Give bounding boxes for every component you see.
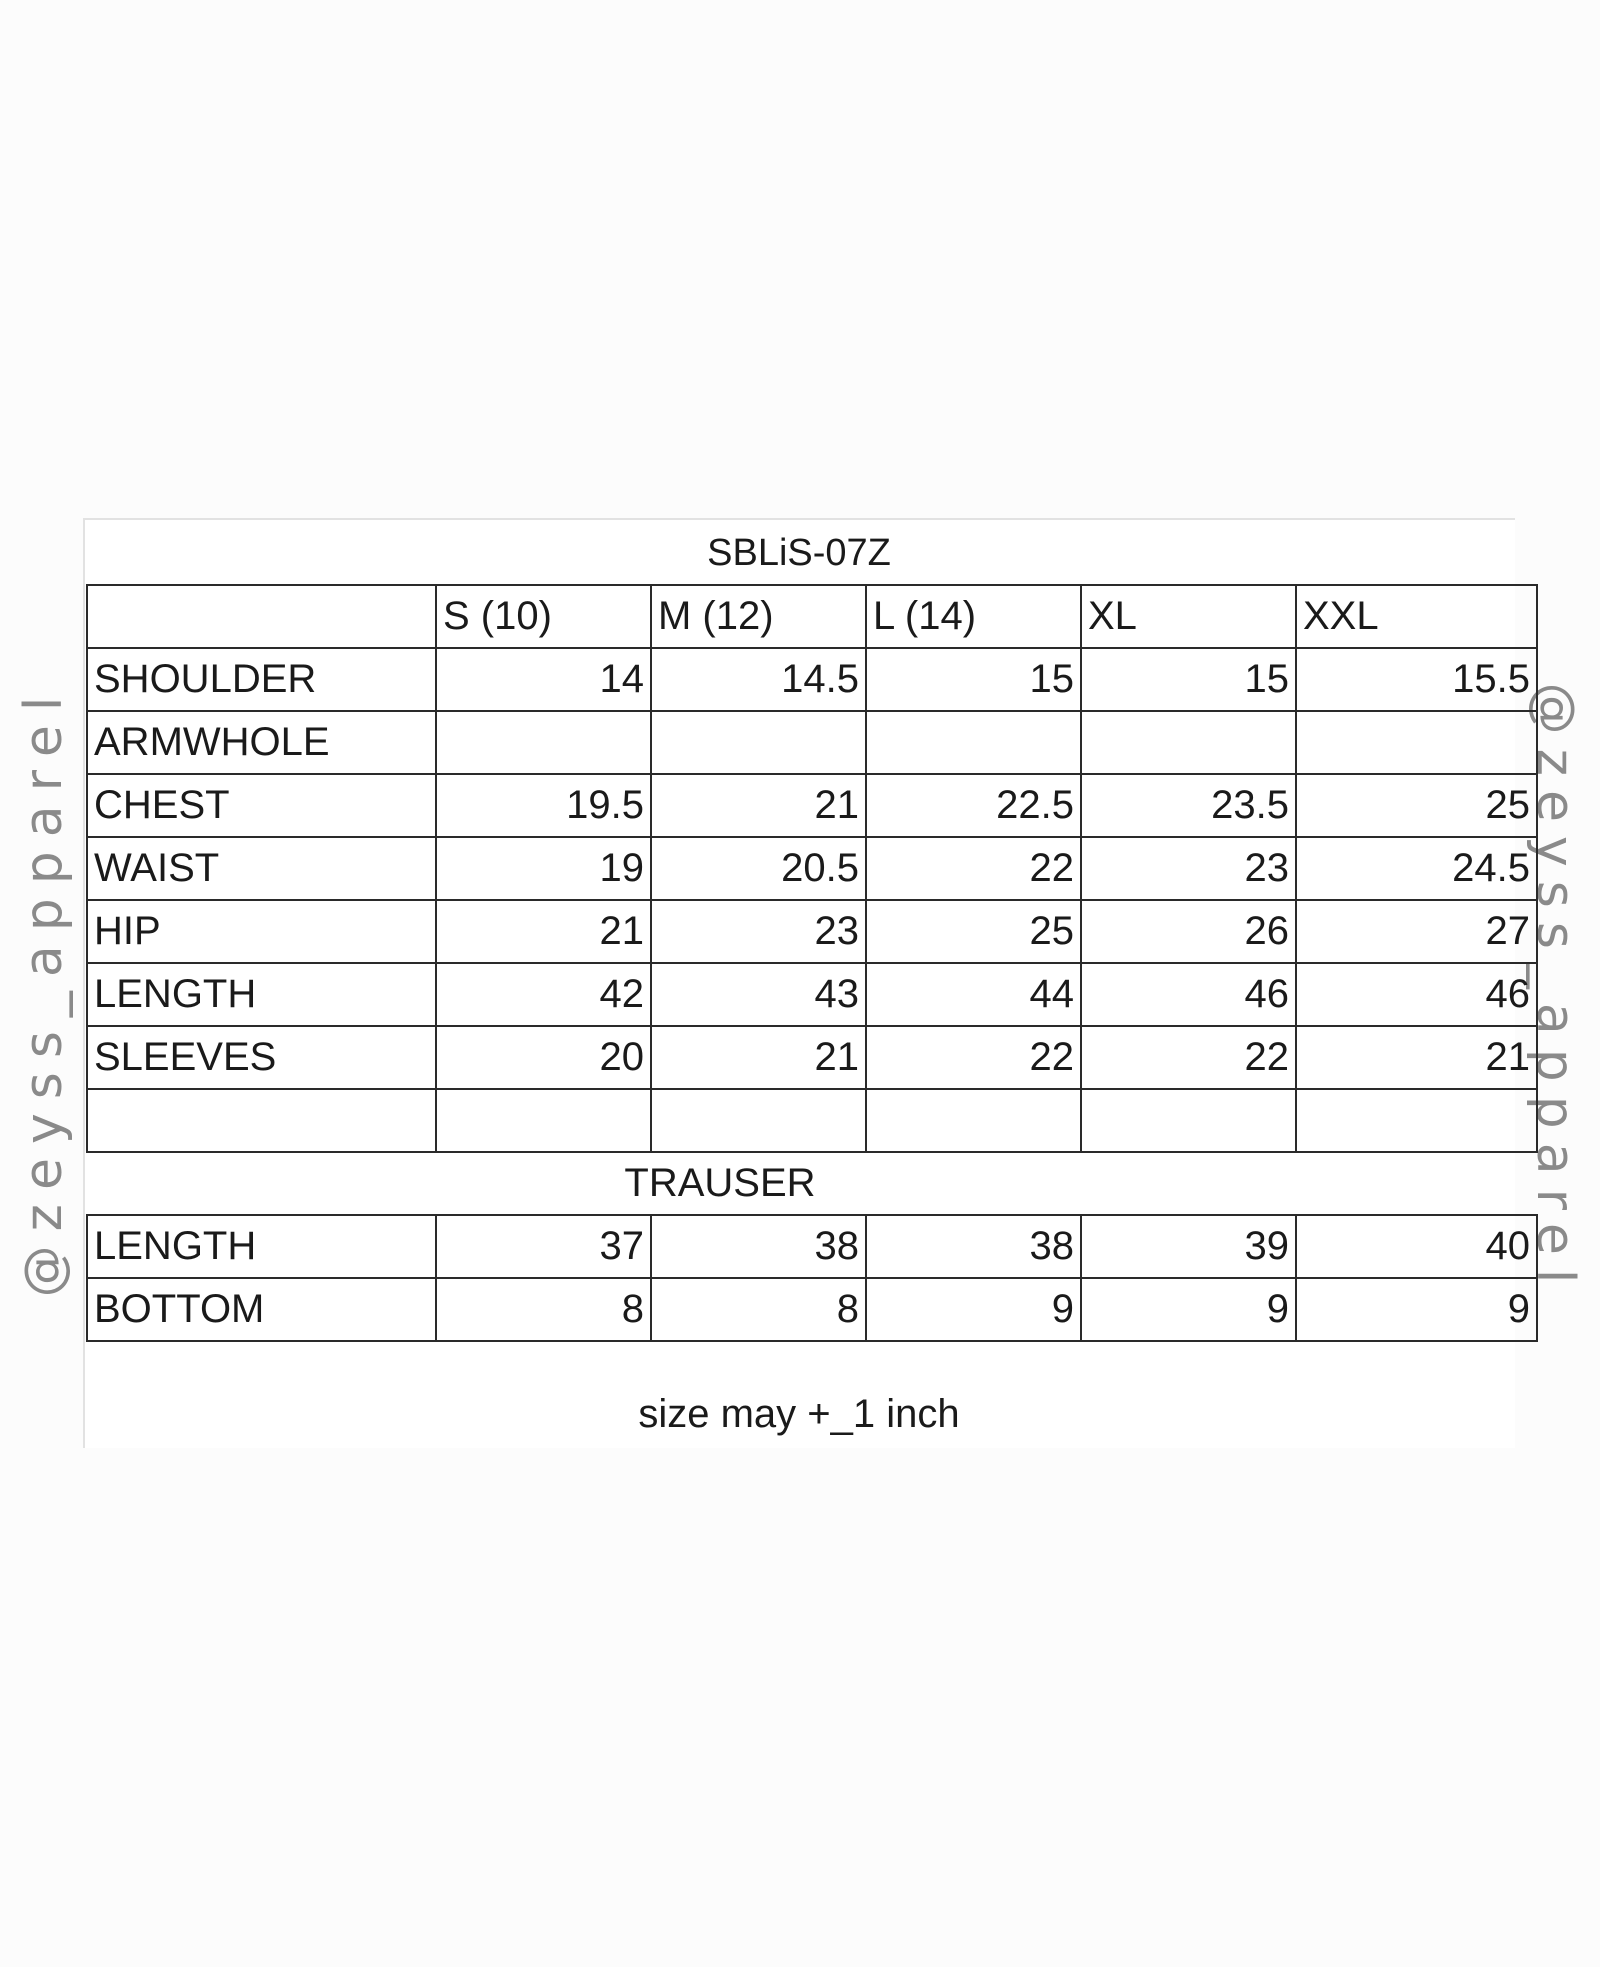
table-cell: 21 xyxy=(436,900,651,963)
chart-title: SBLiS-07Z xyxy=(707,532,891,574)
row-label: HIP xyxy=(87,900,436,963)
table-cell: 14 xyxy=(436,648,651,711)
header-cell-l: L (14) xyxy=(866,585,1081,648)
table-cell: 22.5 xyxy=(866,774,1081,837)
size-table xyxy=(86,584,1538,1342)
row-label xyxy=(87,1089,436,1152)
header-cell-s: S (10) xyxy=(436,585,651,648)
table-cell: 27 xyxy=(1296,900,1537,963)
header-cell xyxy=(87,585,436,648)
row-label: LENGTH xyxy=(87,1215,436,1278)
table-cell: 19 xyxy=(436,837,651,900)
table-cell: 9 xyxy=(1081,1278,1296,1341)
table-row-armwhole xyxy=(87,711,1537,774)
table-row-waist xyxy=(87,837,1537,900)
table-cell: 15 xyxy=(1081,648,1296,711)
table-cell: 44 xyxy=(866,963,1081,1026)
table-cell: 23 xyxy=(1081,837,1296,900)
row-label: CHEST xyxy=(87,774,436,837)
header-cell-m: M (12) xyxy=(651,585,866,648)
table-cell xyxy=(1296,1089,1537,1152)
table-row-empty xyxy=(87,1089,1537,1152)
table-cell: 38 xyxy=(866,1215,1081,1278)
header-cell-xl: XL xyxy=(1081,585,1296,648)
table-cell xyxy=(1081,711,1296,774)
table-cell: 25 xyxy=(866,900,1081,963)
table-cell: 20.5 xyxy=(651,837,866,900)
table-row-shoulder xyxy=(87,648,1537,711)
table-cell: 40 xyxy=(1296,1215,1537,1278)
table-cell: 22 xyxy=(866,1026,1081,1089)
table-cell: 9 xyxy=(866,1278,1081,1341)
table-cell: 9 xyxy=(1296,1278,1537,1341)
row-label: SLEEVES xyxy=(87,1026,436,1089)
table-row-trouser-bottom xyxy=(87,1278,1537,1341)
table-row-sleeves xyxy=(87,1026,1537,1089)
table-cell: 8 xyxy=(436,1278,651,1341)
table-cell: 23.5 xyxy=(1081,774,1296,837)
table-cell xyxy=(866,1089,1081,1152)
table-cell: 26 xyxy=(1081,900,1296,963)
row-label: LENGTH xyxy=(87,963,436,1026)
table-cell: 46 xyxy=(1296,963,1537,1026)
table-cell: 42 xyxy=(436,963,651,1026)
row-label: BOTTOM xyxy=(87,1278,436,1341)
watermark-right: @zeyss_apparel xyxy=(1525,682,1585,1298)
row-label: WAIST xyxy=(87,837,436,900)
table-cell: 39 xyxy=(1081,1215,1296,1278)
table-cell: 21 xyxy=(651,1026,866,1089)
table-cell: 21 xyxy=(1296,1026,1537,1089)
table-cell xyxy=(866,711,1081,774)
table-cell: 22 xyxy=(1081,1026,1296,1089)
table-cell: 22 xyxy=(866,837,1081,900)
row-label: SHOULDER xyxy=(87,648,436,711)
table-cell: 21 xyxy=(651,774,866,837)
table-cell xyxy=(436,1089,651,1152)
row-label: ARMWHOLE xyxy=(87,711,436,774)
table-cell: 8 xyxy=(651,1278,866,1341)
table-cell: 43 xyxy=(651,963,866,1026)
table-cell xyxy=(651,1089,866,1152)
table-row-trouser-length xyxy=(87,1215,1537,1278)
table-cell: 37 xyxy=(436,1215,651,1278)
table-row-hip xyxy=(87,900,1537,963)
table-cell: 15.5 xyxy=(1296,648,1537,711)
table-cell: 46 xyxy=(1081,963,1296,1026)
table-cell: 14.5 xyxy=(651,648,866,711)
table-row-chest xyxy=(87,774,1537,837)
watermark-left: @zeyss_apparel xyxy=(14,682,74,1298)
table-cell: 38 xyxy=(651,1215,866,1278)
table-cell xyxy=(1081,1089,1296,1152)
trouser-section-row xyxy=(87,1152,1537,1215)
trouser-section-title: TRAUSER xyxy=(87,1152,1537,1215)
size-note: size may +_1 inch xyxy=(638,1392,960,1436)
table-cell: 24.5 xyxy=(1296,837,1537,900)
table-cell: 19.5 xyxy=(436,774,651,837)
table-cell xyxy=(651,711,866,774)
table-cell xyxy=(1296,711,1537,774)
table-cell xyxy=(436,711,651,774)
table-cell: 25 xyxy=(1296,774,1537,837)
table-cell: 23 xyxy=(651,900,866,963)
table-cell: 20 xyxy=(436,1026,651,1089)
header-row xyxy=(87,585,1537,648)
table-cell: 15 xyxy=(866,648,1081,711)
header-cell-xxl: XXL xyxy=(1296,585,1537,648)
table-row-length xyxy=(87,963,1537,1026)
